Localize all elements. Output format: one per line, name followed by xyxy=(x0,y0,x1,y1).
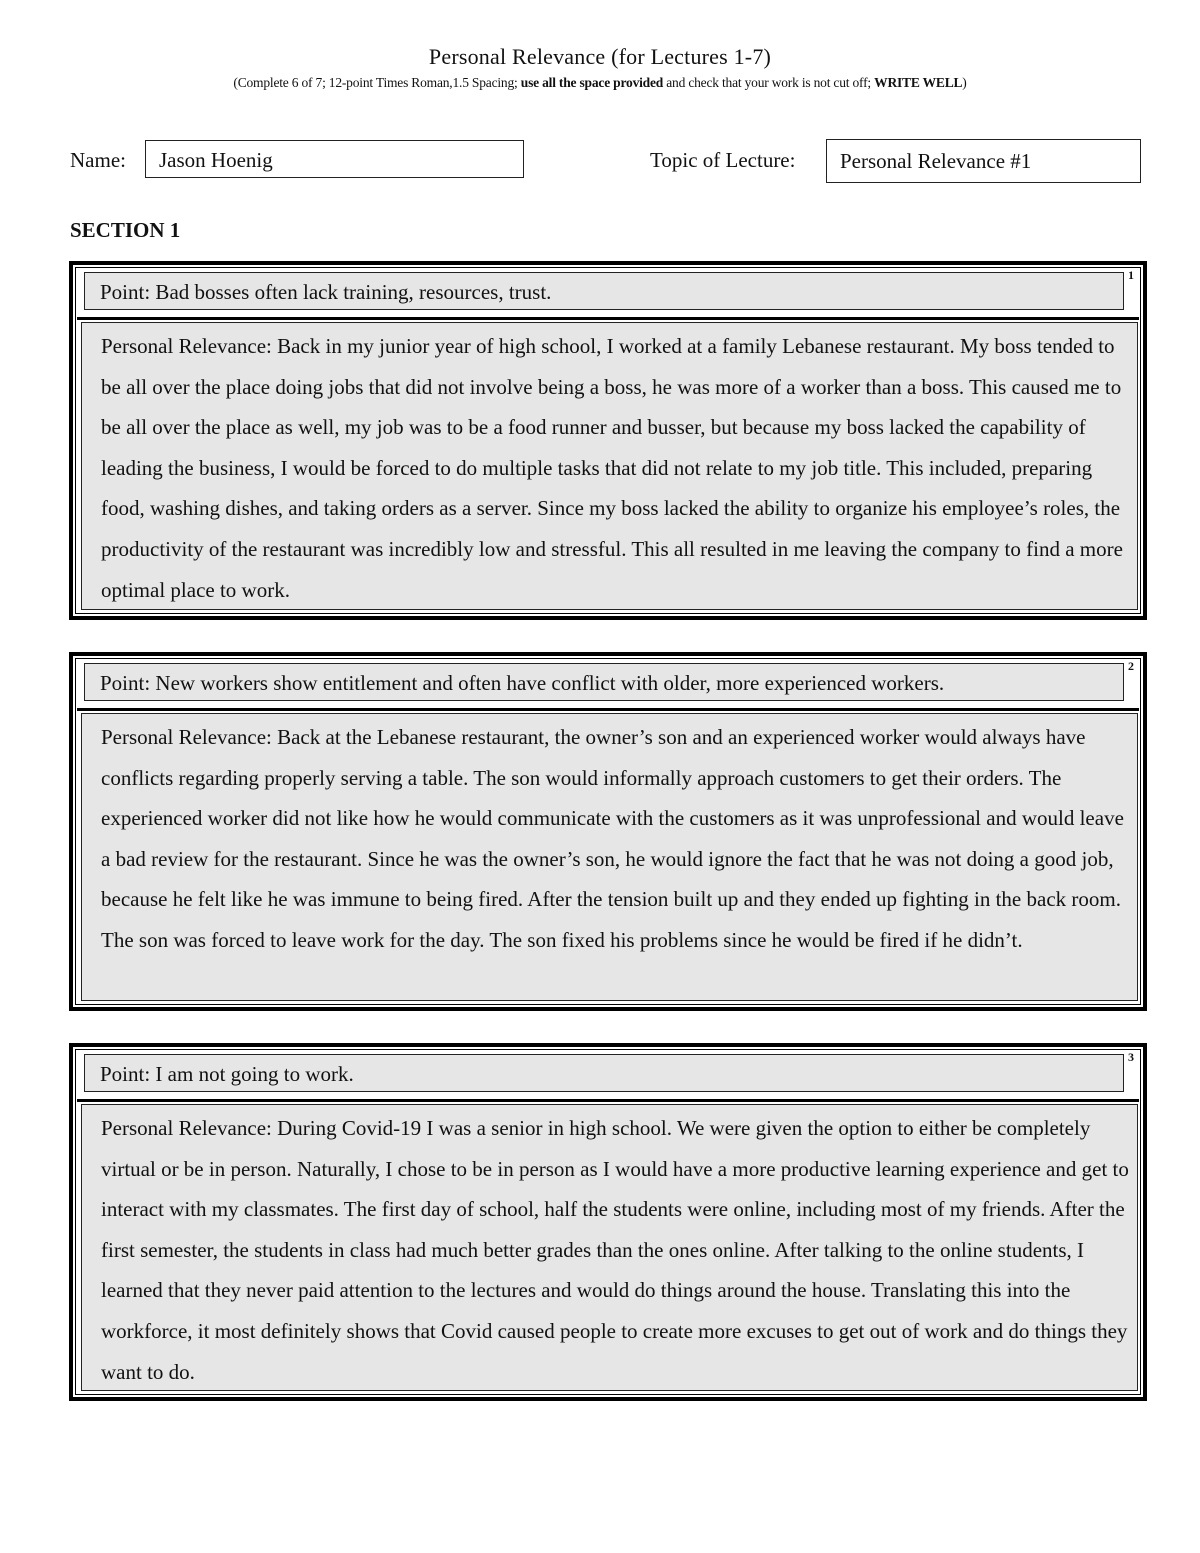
name-field[interactable]: Jason Hoenig xyxy=(145,140,524,178)
instructions xyxy=(0,75,1200,91)
point-field-1[interactable]: Point: Bad bosses often lack training, resources, trust. xyxy=(84,272,1124,310)
relevance-field-1[interactable]: Personal Relevance: Back in my junior year of high school, I worked at a family Lebanese restaurant. My boss tended to be all over the place doing jobs that did not involve being a boss, he was more of a worker than a boss. This caused me to be all over the place as well, my job was to be a food runner and busser, but because my boss lacked the capability of leading the business, I would be forced to do multiple tasks that did not relate to my job title. This included, preparing food, washing dishes, and taking orders as a server. Since my boss lacked the ability to organize his employee’s roles, the productivity of the restaurant was incredibly low and stressful. This all resulted in me leaving the company to find a more optimal place to work. xyxy=(81,322,1138,610)
relevance-field-3[interactable]: Personal Relevance: During Covid-19 I was a senior in high school. We were given the option to either be completely virtual or be in person. Naturally, I chose to be in person as I would have a more productive learning experience and get to interact with my classmates. The first day of school, half the students were online, including most of my friends. After the first semester, the students in class had much better grades than the ones online. After talking to the online students, I learned that they never paid attention to the lectures and would do things around the house. Translating this into the workforce, it most definitely shows that Covid caused people to create more excuses to get out of work and do things they want to do. xyxy=(81,1104,1138,1391)
entry-number: 2 xyxy=(1128,659,1134,673)
instructions-prefix: (Complete 6 of 7; 12-point Times Roman,1.5 Spacing; xyxy=(233,75,521,90)
topic-field[interactable]: Personal Relevance #1 xyxy=(826,139,1141,183)
topic-label: Topic of Lecture: xyxy=(650,148,796,172)
entry-divider xyxy=(77,1099,1139,1102)
point-field-3[interactable]: Point: I am not going to work. xyxy=(84,1054,1124,1092)
entry-divider xyxy=(77,317,1139,320)
page-title: Personal Relevance (for Lectures 1-7) xyxy=(428,44,772,69)
entry-divider xyxy=(77,708,1139,711)
entry-box-2 xyxy=(69,652,1147,1011)
name-label: Name: xyxy=(70,148,126,172)
instructions-emphasis-write-well: WRITE WELL xyxy=(874,75,963,90)
section-heading: SECTION 1 xyxy=(70,218,181,242)
entry-box-3 xyxy=(69,1043,1147,1401)
entry-number: 3 xyxy=(1128,1050,1134,1064)
point-field-2[interactable]: Point: New workers show entitlement and often have conflict with older, more experienced workers. xyxy=(84,663,1124,701)
entry-box-1 xyxy=(69,261,1147,620)
instructions-emphasis-space: use all the space provided xyxy=(520,75,664,90)
relevance-field-2[interactable]: Personal Relevance: Back at the Lebanese restaurant, the owner’s son and an experienced worker would always have conflicts regarding properly serving a table. The son would informally approach customers to get their orders. The experienced worker did not like how he would communicate with the customers as it was unprofessional and would leave a bad review for the restaurant. Since he was the owner’s son, he would ignore the fact that he was not doing a good job, because he felt like he was immune to being fired. After the tension built up and they ended up fighting in the back room. The son was forced to leave work for the day. The son fixed his problems since he would be fired if he didn’t. xyxy=(81,713,1138,1001)
entry-number: 1 xyxy=(1128,268,1134,282)
instructions-suffix: ) xyxy=(962,75,967,90)
instructions-middle: and check that your work is not cut off; xyxy=(663,75,875,90)
